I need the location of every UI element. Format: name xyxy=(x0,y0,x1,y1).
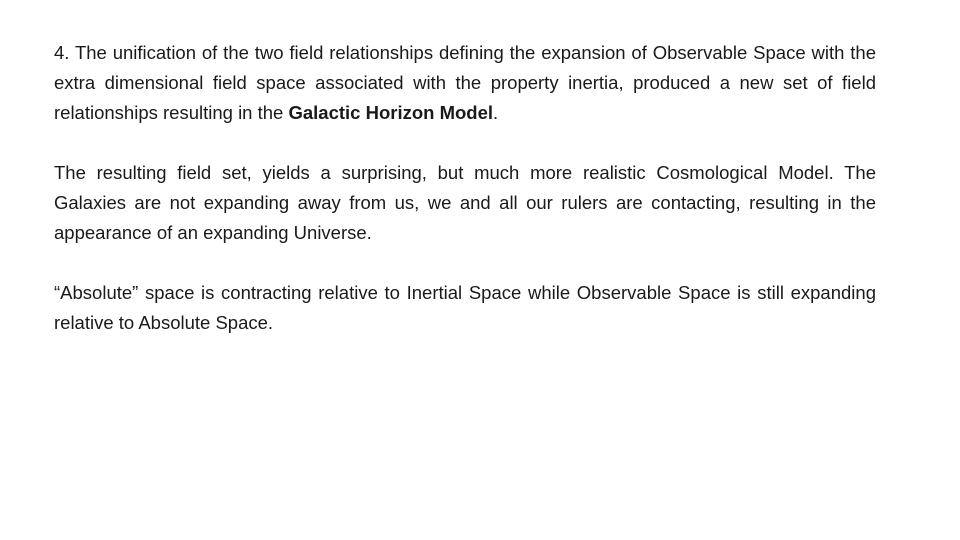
galactic-horizon-model-term: Galactic Horizon Model xyxy=(288,102,494,123)
paragraph-field-set: The resulting field set, yields a surprising, but much more realistic Cosmological Model. The Galaxies are not expanding away from us, we and all our rulers are contacting, resulting in the appearance of an expanding Universe. xyxy=(54,162,876,243)
paragraph-unification xyxy=(54,38,876,128)
paragraph-unification-text: 4. The unification of the two field relationships defining the expansion of Observable Space with the extra dimensional field space associated with the property inertia, produced a new set of field relationships resulting in the xyxy=(54,42,876,123)
paragraph-unification-period: . xyxy=(493,102,499,123)
paragraph-absolute-space: “Absolute” space is contracting relative to Inertial Space while Observable Space is still expanding relative to Absolute Space. xyxy=(54,282,876,333)
slide-body xyxy=(54,38,876,338)
